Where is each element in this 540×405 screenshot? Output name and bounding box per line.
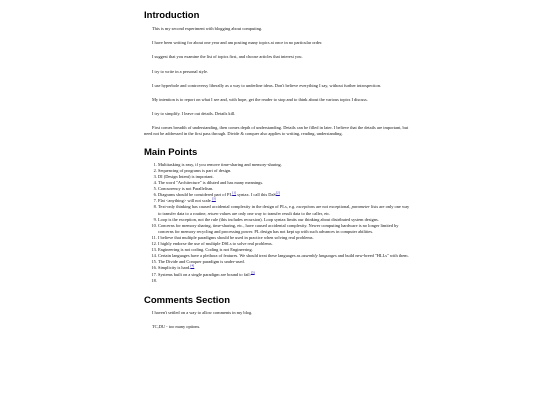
list-item-text: and build new-breed "HLLs" with them. — [336, 253, 409, 259]
list-item-text: are not exceptional, — [314, 204, 352, 210]
footnote-link-5[interactable]: [5] — [250, 270, 255, 275]
list-item-text: The word "Architecture" is diluted and has many meanings. — [158, 180, 264, 186]
footnote-ref[interactable] — [276, 191, 280, 195]
list-item — [158, 204, 412, 216]
list-item-text: Sequencing of programs is part of design. — [158, 167, 232, 173]
comments-paragraph: TC,DU - too many options. — [152, 323, 201, 329]
list-item-text: are only one way to transfer data to a routine, — [158, 204, 410, 216]
emphasis-text: parameter lists — [351, 204, 379, 210]
list-item-text: Loop is the exception, not the rule (this includes recursion). Loop syntax limits our thinking about distributed system designs. — [158, 216, 379, 222]
emphasis-text: assembly languages — [301, 253, 337, 259]
footnote-ref[interactable] — [212, 197, 216, 201]
footnote-ref[interactable] — [190, 264, 194, 268]
list-item-text: Multitasking is easy, if you remove time-sharing and memory-sharing. — [158, 161, 282, 167]
list-item-text: I highly endorse the use of multiple DSLs to solve real problems. — [158, 241, 273, 247]
emphasis-text: return — [207, 210, 219, 216]
list-item-text: The Divide and Conquer paradigm is under-used. — [158, 259, 245, 265]
list-item-text: DI (Design Intent) is important. — [158, 174, 214, 180]
list-item-text: Concerns for memory sharing, time-sharing, etc., have caused accidental complexity. Newer computing hardware is no longer limited by concerns for memory recycling and processing power. PL design has not kept up with such advances in computer abilities. — [158, 222, 399, 234]
footnote-link-4[interactable]: [4] — [190, 263, 195, 268]
intro-paragraph: I try to write in a personal style. — [152, 68, 209, 74]
comments-paragraph: I haven't settled on a way to allow comments in my blog. — [152, 309, 253, 315]
emphasis-text: exceptions — [296, 204, 315, 210]
list-item-text: values are only one way to transfer result data to the caller, etc. — [218, 210, 331, 216]
main-points-list — [144, 162, 412, 284]
list-item-text: Engineering is not coding. Coding is not Engineering. — [158, 247, 253, 253]
intro-paragraph: I try to simplify. I leave out details. Details kill. — [152, 111, 236, 117]
footnote-link-3[interactable]: [3] — [211, 196, 216, 201]
list-item-text: syntax. I call this DaS — [236, 192, 276, 198]
list-item-text: Text-only thinking has caused accidental complexity in the design of PLs, e.g. — [158, 204, 297, 210]
list-item-text: Flat <anything> will not scale. — [158, 198, 212, 204]
article-body — [144, 8, 412, 338]
list-item — [158, 278, 412, 284]
footnote-link-1[interactable]: [1] — [232, 190, 237, 195]
list-item-text: I believe that multiple paradigms should be used in practice when solving real problems. — [158, 234, 314, 240]
section-heading-introduction: Introduction — [144, 10, 200, 21]
list-item-text: Diagrams should be considered part of PL — [158, 192, 233, 198]
list-item — [158, 223, 412, 235]
footnote-ref[interactable] — [251, 270, 255, 274]
list-item-text: Concurrency is not Parallelism. — [158, 186, 214, 192]
intro-paragraph: My intention is to report on what I see and, with hope, get the reader to stop and to think about the various topics I discuss. — [152, 97, 368, 103]
section-heading-comments: Comments Section — [144, 294, 231, 306]
list-item-text: Simplicity is hard. — [158, 265, 191, 271]
intro-paragraph: This is my second experiment with blogging about computing. — [152, 26, 263, 31]
section-heading-main-points: Main Points — [144, 146, 198, 158]
list-item-text: Systems built on a single paradigm are bound to fail. — [158, 271, 251, 277]
intro-paragraph: I have been writing for about one year and am posting many topics at once in no particular order. — [152, 40, 323, 46]
intro-paragraph: I suggest that you examine the list of topics first, and choose articles that interest you. — [152, 54, 303, 60]
footnote-link-2[interactable]: [2] — [275, 190, 280, 195]
intro-paragraph: I use hyperbole and controversy liberally as a way to underline ideas. Don't believe everything I say, without further introspection. — [152, 82, 381, 88]
list-item-text: Certain languages have a plethora of features. We should treat these languages as — [158, 253, 302, 259]
intro-paragraph: First comes breadth of understanding, then comes depth of understanding. Details can be filled in later. I believe that the details are important, but need not be addressed in the first pass through. Divide & conquer also applies to writing, reading, understanding. — [144, 125, 409, 136]
